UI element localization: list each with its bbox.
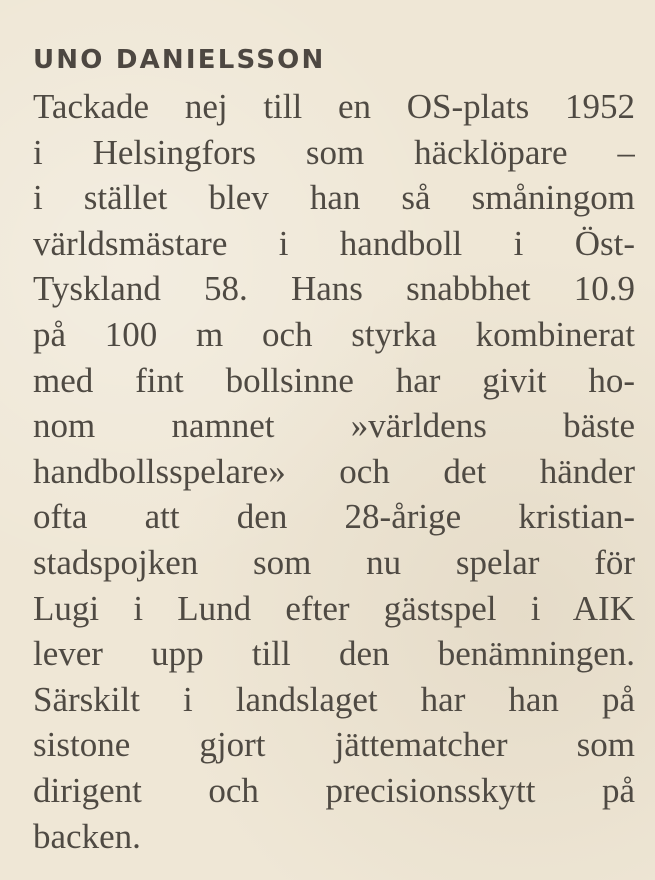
article-body <box>33 84 635 859</box>
article-line: lever upp till den benämningen. <box>33 634 635 674</box>
article-line: världsmästare i handboll i Öst- <box>33 223 635 263</box>
article-line: Tyskland 58. Hans snabbhet 10.9 <box>33 269 635 309</box>
article-line: i Helsingfors som häcklöpare – <box>33 132 635 172</box>
article-line: nom namnet »världens bäste <box>33 406 635 446</box>
article-line: i stället blev han så småningom <box>33 178 635 218</box>
article-line-last: backen. <box>33 816 141 856</box>
article-heading: UNO DANIELSSON <box>33 45 326 75</box>
article-line: på 100 m och styrka kombinerat <box>33 314 635 354</box>
article-line: Särskilt i landslaget har han på <box>33 679 635 719</box>
article-line: sistone gjort jättematcher som <box>33 725 635 765</box>
article-line: Tackade nej till en OS-plats 1952 <box>33 87 635 126</box>
article-line: stadspojken som nu spelar för <box>33 542 635 582</box>
article-line: handbollsspelare» och det händer <box>33 451 635 491</box>
article-line: med fint bollsinne har givit ho- <box>33 360 635 400</box>
article-line: ofta att den 28-årige kristian- <box>33 497 635 537</box>
article-line: Lugi i Lund efter gästspel i AIK <box>33 588 635 628</box>
article-line: dirigent och precisionsskytt på <box>33 770 635 810</box>
